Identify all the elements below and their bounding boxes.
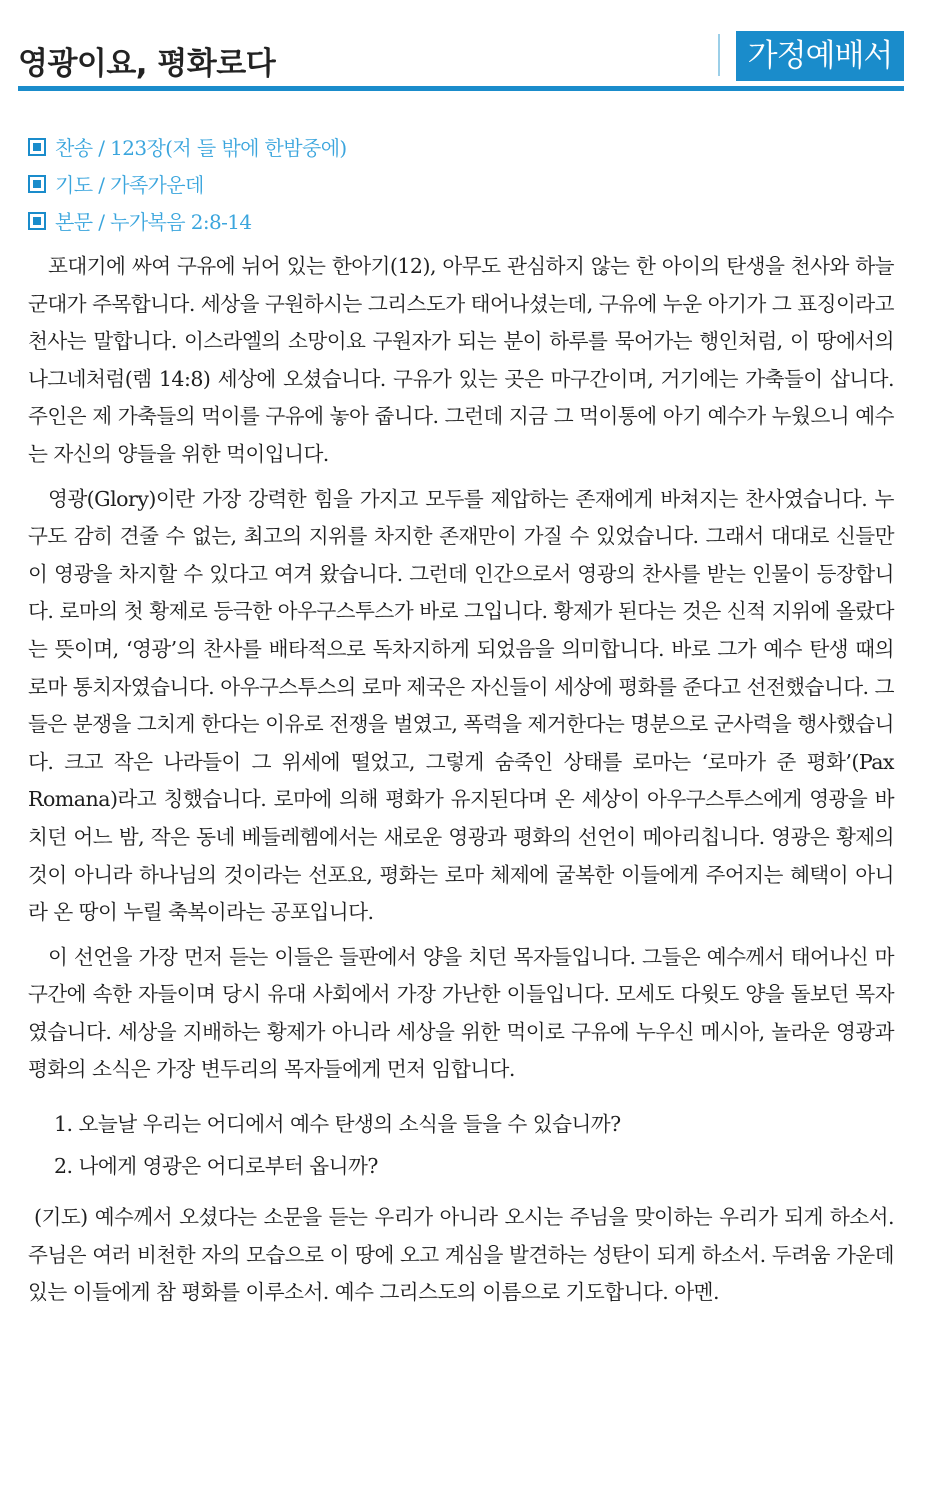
info-hymn-text: 찬송 / 123장(저 들 밖에 한밤중에) [55,136,347,160]
square-bullet-icon [28,212,46,230]
square-bullet-icon [28,175,46,193]
header-rule [18,86,904,91]
question-item: 1. 오늘날 우리는 어디에서 예수 탄생의 소식을 들을 수 있습니까? [54,1112,621,1137]
info-prayer-text: 기도 / 가족가운데 [55,173,204,197]
paragraph: 포대기에 싸여 구유에 뉘어 있는 한아기(12), 아무도 관심하지 않는 한 아이의 탄생을 천사와 하늘 군대가 주목합니다. 세상을 구원하시는 그리스도가 태어나셨는데, 구유에 누운 아기가 그 표징이라고 천사는 말합니다. 이스라엘의 소망이요 구원자가 되는 분이 하루를 묵어가는 행인처럼, 이 땅에서의 나그네처럼(렘 14:8) 세상에 오셨습니다. 구유가 있는 곳은 마구간이며, 거기에는 가축들이 삽니다. 주인은 제 가축들의 먹이를 구유에 놓아 줍니다. 그런데 지금 그 먹이통에 아기 예수가 누웠으니 예수는 자신의 양들을 위한 먹이입니다. [28,254,894,466]
worship-info [28,128,898,239]
square-bullet-icon [28,138,46,156]
discussion-questions [28,1103,894,1187]
page-title: 영광이요, 평화로다 [18,46,276,82]
header-divider [718,34,720,76]
closing-prayer: (기도) 예수께서 오셨다는 소문을 듣는 우리가 아니라 오시는 주님을 맞이하는 우리가 되게 하소서. 주님은 여러 비천한 자의 모습으로 이 땅에 오고 계심을 발견하는 성탄이 되게 하소서. 두려움 가운데 있는 이들에게 참 평화를 이루소서. 예수 그리스도의 이름으로 기도합니다. 아멘. [28,1205,894,1305]
info-hymn [28,128,898,165]
question-item: 2. 나에게 영광은 어디로부터 옵니까? [54,1154,378,1179]
sermon-body [28,248,894,1312]
section-badge: 가정예배서 [736,31,904,81]
paragraph: 이 선언을 가장 먼저 듣는 이들은 들판에서 양을 치던 목자들입니다. 그들은 예수께서 태어나신 마구간에 속한 자들이며 당시 유대 사회에서 가장 가난한 이들입니다. 모세도 다윗도 양을 돌보던 목자였습니다. 세상을 지배하는 황제가 아니라 세상을 위한 먹이로 구유에 누우신 메시아, 놀라운 영광과 평화의 소식은 가장 변두리의 목자들에게 먼저 임합니다. [28,944,894,1082]
info-prayer [28,165,898,202]
page-header [18,28,904,94]
info-scripture [28,202,898,239]
info-scripture-text: 본문 / 누가복음 2:8-14 [55,210,252,234]
paragraph: 영광(Glory)이란 가장 강력한 힘을 가지고 모두를 제압하는 존재에게 바쳐지는 찬사였습니다. 누구도 감히 견줄 수 없는, 최고의 지위를 차지한 존재만이 가질 수 있었습니다. 그래서 대대로 신들만이 영광을 차지할 수 있다고 여겨 왔습니다. 그런데 인간으로서 영광의 찬사를 받는 인물이 등장합니다. 로마의 첫 황제로 등극한 아우구스투스가 바로 그입니다. 황제가 된다는 것은 신적 지위에 올랐다는 뜻이며, ‘영광’의 찬사를 배타적으로 독차지하게 되었음을 의미합니다. 바로 그가 예수 탄생 때의 로마 통치자였습니다. 아우구스투스의 로마 제국은 자신들이 세상에 평화를 준다고 선전했습니다. 그들은 분쟁을 그치게 한다는 이유로 전쟁을 벌였고, 폭력을 제거한다는 명분으로 군사력을 행사했습니다. 크고 작은 나라들이 그 위세에 떨었고, 그렇게 숨죽인 상태를 로마는 ‘로마가 준 평화’(Pax Romana)라고 칭했습니다. 로마에 의해 평화가 유지된다며 온 세상이 아우구스투스에게 영광을 바치던 어느 밤, 작은 동네 베들레헴에서는 새로운 영광과 평화의 선언이 메아리칩니다. 영광은 황제의 것이 아니라 하나님의 것이라는 선포요, 평화는 로마 체제에 굴복한 이들에게 주어지는 혜택이 아니라 온 땅이 누릴 축복이라는 공포입니다. [28,486,894,925]
